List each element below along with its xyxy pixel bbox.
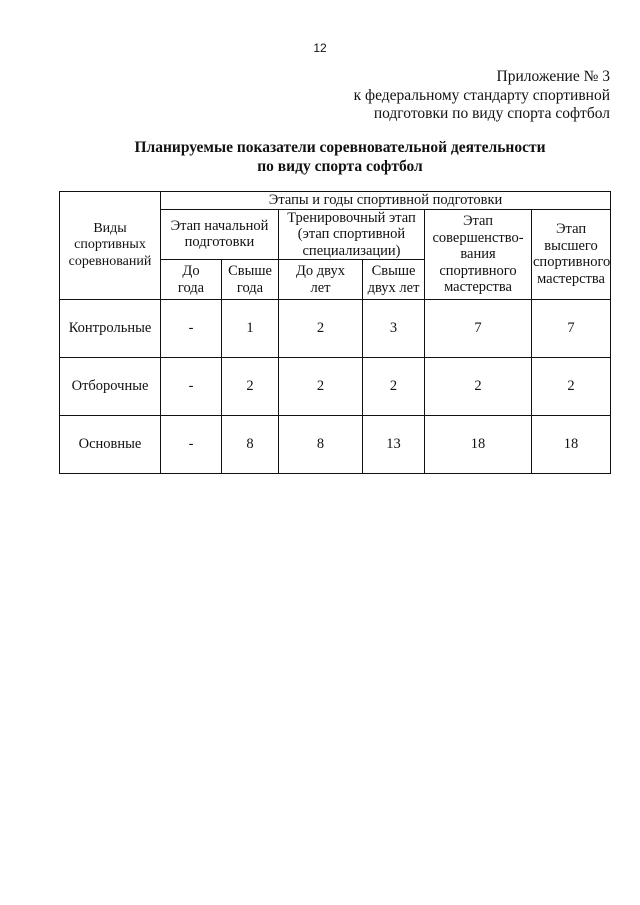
header-line: года (177, 279, 205, 296)
table-row (60, 416, 611, 474)
header-line: Этап начальной (170, 217, 269, 234)
header-initial-up-to-year (161, 260, 222, 300)
title-line-1: Планируемые показатели соревновательной деятельности (134, 139, 546, 156)
header-line: высшего (544, 237, 598, 254)
header-line: подготовки (184, 234, 255, 251)
header-line: Тренировочный этап (287, 209, 416, 226)
header-line: Этап (462, 213, 494, 229)
table-cell: 18 (425, 416, 532, 474)
header-training-up-to-two-years (279, 260, 363, 300)
table-cell: 3 (363, 300, 425, 358)
table-cell: 2 (425, 358, 532, 416)
header-line: (этап спортивной (297, 226, 406, 242)
header-line: До (182, 263, 200, 279)
header-line: Свыше (228, 263, 272, 279)
table-cell: - (161, 358, 222, 416)
header-line: лет (310, 279, 331, 296)
table-cell: 2 (279, 358, 363, 416)
table-cell: - (161, 300, 222, 358)
document-title (0, 139, 640, 176)
header-line: мастерства (537, 270, 605, 287)
table-cell: 13 (363, 416, 425, 474)
header-line: специализации) (302, 242, 401, 259)
appendix-line-3: подготовки по виду спорта софтбол (373, 105, 610, 122)
header-types-line: соревнований (68, 253, 152, 269)
table-row (60, 300, 611, 358)
table-cell: 2 (222, 358, 279, 416)
table-cell: - (161, 416, 222, 474)
header-initial-over-year (222, 260, 279, 300)
table-cell: 7 (532, 300, 611, 358)
header-line: мастерства (444, 279, 512, 295)
header-line: спортивного (533, 254, 611, 271)
table-cell: 1 (222, 300, 279, 358)
header-line: Этап (555, 221, 587, 238)
header-stage-training (279, 209, 425, 260)
header-line: двух лет (367, 279, 420, 296)
header-training-over-two-years (363, 260, 425, 300)
table-cell: 18 (532, 416, 611, 474)
header-stage-improvement (425, 209, 532, 300)
header-line: совершенство- (432, 229, 524, 246)
title-line-2: по виду спорта софтбол (257, 157, 423, 175)
header-types-line: спортивных (74, 237, 146, 253)
appendix-line-1: Приложение № 3 (496, 68, 610, 85)
page-number: 12 (313, 41, 327, 55)
header-stage-highest (532, 209, 611, 300)
header-line: До двух (296, 263, 345, 279)
row-label-control: Контрольные (60, 300, 161, 358)
competition-indicators-table (59, 191, 611, 474)
row-label-qualifying: Отборочные (60, 358, 161, 416)
header-line: Свыше (371, 263, 416, 279)
header-competition-types (60, 192, 161, 300)
header-stage-initial (161, 209, 279, 260)
table-cell: 2 (363, 358, 425, 416)
header-line: года (236, 279, 264, 296)
appendix-line-2: к федеральному стандарту спортивной (353, 86, 610, 104)
row-label-main: Основные (60, 416, 161, 474)
table-cell: 8 (279, 416, 363, 474)
table-cell: 8 (222, 416, 279, 474)
header-line: спортивного (439, 262, 517, 279)
appendix-note (354, 68, 610, 124)
header-stages-group: Этапы и годы спортивной подготовки (161, 192, 611, 210)
table-cell: 7 (425, 300, 532, 358)
table-cell: 2 (279, 300, 363, 358)
table-cell: 2 (532, 358, 611, 416)
header-line: вания (460, 246, 496, 262)
table-row (60, 358, 611, 416)
header-types-line: Виды (93, 220, 127, 236)
